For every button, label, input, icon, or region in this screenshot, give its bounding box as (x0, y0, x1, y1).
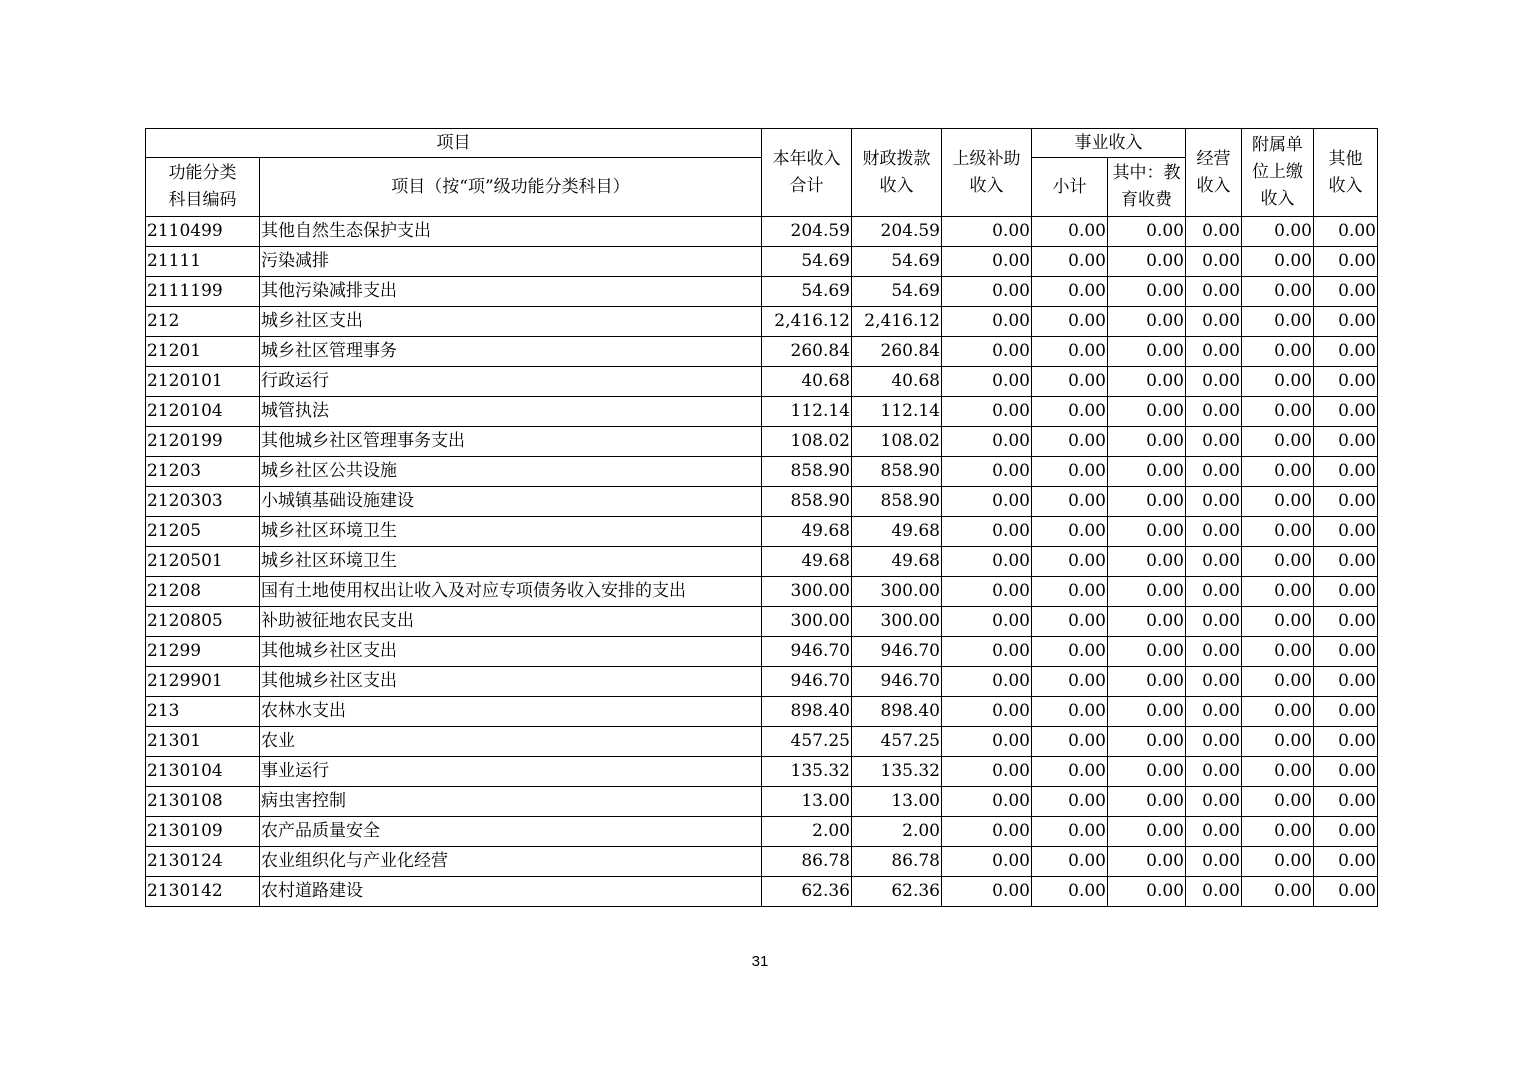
header-fiscal: 财政拨款 收入 (852, 129, 942, 217)
row-total: 300.00 (762, 607, 852, 637)
row-fiscal: 457.25 (852, 727, 942, 757)
row-edu: 0.00 (1108, 487, 1186, 517)
row-code: 2130108 (146, 787, 260, 817)
row-name: 城管执法 (260, 397, 762, 427)
row-subtotal: 0.00 (1032, 457, 1108, 487)
row-name: 农产品质量安全 (260, 817, 762, 847)
row-other: 0.00 (1314, 547, 1378, 577)
row-superior: 0.00 (942, 637, 1032, 667)
row-total: 135.32 (762, 757, 852, 787)
row-total: 457.25 (762, 727, 852, 757)
row-code: 21208 (146, 577, 260, 607)
row-name: 农业组织化与产业化经营 (260, 847, 762, 877)
page-number: 31 (751, 953, 769, 970)
row-total: 54.69 (762, 247, 852, 277)
row-other: 0.00 (1314, 457, 1378, 487)
row-name: 其他污染减排支出 (260, 277, 762, 307)
row-operating: 0.00 (1186, 847, 1242, 877)
row-affiliate: 0.00 (1242, 307, 1314, 337)
table-row (146, 577, 1378, 607)
row-code: 2120501 (146, 547, 260, 577)
row-affiliate: 0.00 (1242, 517, 1314, 547)
row-operating: 0.00 (1186, 607, 1242, 637)
table-row (146, 787, 1378, 817)
row-edu: 0.00 (1108, 787, 1186, 817)
row-edu: 0.00 (1108, 727, 1186, 757)
row-subtotal: 0.00 (1032, 217, 1108, 247)
row-affiliate: 0.00 (1242, 427, 1314, 457)
row-fiscal: 260.84 (852, 337, 942, 367)
row-operating: 0.00 (1186, 427, 1242, 457)
row-affiliate: 0.00 (1242, 457, 1314, 487)
row-other: 0.00 (1314, 577, 1378, 607)
table-row (146, 247, 1378, 277)
row-fiscal: 62.36 (852, 877, 942, 907)
row-other: 0.00 (1314, 217, 1378, 247)
row-fiscal: 54.69 (852, 277, 942, 307)
row-fiscal: 946.70 (852, 667, 942, 697)
row-fiscal: 13.00 (852, 787, 942, 817)
table-row (146, 877, 1378, 907)
row-superior: 0.00 (942, 847, 1032, 877)
row-code: 21205 (146, 517, 260, 547)
row-operating: 0.00 (1186, 547, 1242, 577)
row-code: 212 (146, 307, 260, 337)
table-row (146, 397, 1378, 427)
row-other: 0.00 (1314, 667, 1378, 697)
row-operating: 0.00 (1186, 727, 1242, 757)
row-operating: 0.00 (1186, 667, 1242, 697)
row-total: 112.14 (762, 397, 852, 427)
row-operating: 0.00 (1186, 637, 1242, 667)
row-superior: 0.00 (942, 757, 1032, 787)
income-budget-table (145, 128, 1378, 907)
row-other: 0.00 (1314, 637, 1378, 667)
row-subtotal: 0.00 (1032, 397, 1108, 427)
row-total: 946.70 (762, 637, 852, 667)
row-other: 0.00 (1314, 307, 1378, 337)
row-superior: 0.00 (942, 517, 1032, 547)
row-code: 2120101 (146, 367, 260, 397)
row-fiscal: 946.70 (852, 637, 942, 667)
row-total: 49.68 (762, 547, 852, 577)
row-other: 0.00 (1314, 337, 1378, 367)
row-subtotal: 0.00 (1032, 757, 1108, 787)
row-affiliate: 0.00 (1242, 397, 1314, 427)
table-row (146, 817, 1378, 847)
row-subtotal: 0.00 (1032, 337, 1108, 367)
row-subtotal: 0.00 (1032, 667, 1108, 697)
row-other: 0.00 (1314, 397, 1378, 427)
header-operating: 经营 收入 (1186, 129, 1242, 217)
table-row (146, 607, 1378, 637)
row-fiscal: 86.78 (852, 847, 942, 877)
row-edu: 0.00 (1108, 307, 1186, 337)
table-row (146, 667, 1378, 697)
row-affiliate: 0.00 (1242, 847, 1314, 877)
row-operating: 0.00 (1186, 757, 1242, 787)
row-code: 2130124 (146, 847, 260, 877)
row-fiscal: 112.14 (852, 397, 942, 427)
row-total: 898.40 (762, 697, 852, 727)
table-row (146, 337, 1378, 367)
row-fiscal: 300.00 (852, 607, 942, 637)
row-fiscal: 858.90 (852, 457, 942, 487)
row-subtotal: 0.00 (1032, 277, 1108, 307)
row-edu: 0.00 (1108, 577, 1186, 607)
row-subtotal: 0.00 (1032, 877, 1108, 907)
row-subtotal: 0.00 (1032, 367, 1108, 397)
row-superior: 0.00 (942, 367, 1032, 397)
row-total: 49.68 (762, 517, 852, 547)
row-code: 2130142 (146, 877, 260, 907)
row-total: 13.00 (762, 787, 852, 817)
row-total: 300.00 (762, 577, 852, 607)
row-code: 2120303 (146, 487, 260, 517)
header-name: 项目（按“项”级功能分类科目） (260, 158, 762, 217)
row-other: 0.00 (1314, 877, 1378, 907)
row-total: 86.78 (762, 847, 852, 877)
table-row (146, 847, 1378, 877)
row-operating: 0.00 (1186, 877, 1242, 907)
row-total: 2.00 (762, 817, 852, 847)
row-edu: 0.00 (1108, 217, 1186, 247)
table-row (146, 217, 1378, 247)
row-name: 城乡社区支出 (260, 307, 762, 337)
row-name: 其他城乡社区支出 (260, 667, 762, 697)
row-code: 2130104 (146, 757, 260, 787)
table-row (146, 457, 1378, 487)
row-superior: 0.00 (942, 307, 1032, 337)
row-fiscal: 49.68 (852, 517, 942, 547)
row-name: 农村道路建设 (260, 877, 762, 907)
row-edu: 0.00 (1108, 277, 1186, 307)
row-subtotal: 0.00 (1032, 847, 1108, 877)
table-row (146, 697, 1378, 727)
row-superior: 0.00 (942, 817, 1032, 847)
row-superior: 0.00 (942, 397, 1032, 427)
row-affiliate: 0.00 (1242, 787, 1314, 817)
table-row (146, 277, 1378, 307)
row-superior: 0.00 (942, 217, 1032, 247)
row-superior: 0.00 (942, 667, 1032, 697)
row-fiscal: 204.59 (852, 217, 942, 247)
row-superior: 0.00 (942, 337, 1032, 367)
row-name: 病虫害控制 (260, 787, 762, 817)
row-subtotal: 0.00 (1032, 727, 1108, 757)
row-edu: 0.00 (1108, 367, 1186, 397)
row-fiscal: 2.00 (852, 817, 942, 847)
row-code: 2129901 (146, 667, 260, 697)
row-code: 2120199 (146, 427, 260, 457)
row-name: 行政运行 (260, 367, 762, 397)
row-superior: 0.00 (942, 727, 1032, 757)
row-code: 2130109 (146, 817, 260, 847)
row-total: 858.90 (762, 457, 852, 487)
row-total: 946.70 (762, 667, 852, 697)
row-other: 0.00 (1314, 277, 1378, 307)
row-other: 0.00 (1314, 427, 1378, 457)
row-fiscal: 40.68 (852, 367, 942, 397)
row-affiliate: 0.00 (1242, 247, 1314, 277)
table-body (146, 217, 1378, 907)
row-subtotal: 0.00 (1032, 487, 1108, 517)
row-affiliate: 0.00 (1242, 337, 1314, 367)
row-operating: 0.00 (1186, 247, 1242, 277)
row-code: 21299 (146, 637, 260, 667)
row-subtotal: 0.00 (1032, 577, 1108, 607)
row-edu: 0.00 (1108, 247, 1186, 277)
row-name: 补助被征地农民支出 (260, 607, 762, 637)
row-operating: 0.00 (1186, 487, 1242, 517)
row-affiliate: 0.00 (1242, 757, 1314, 787)
header-project: 项目 (146, 129, 762, 158)
row-total: 40.68 (762, 367, 852, 397)
row-superior: 0.00 (942, 277, 1032, 307)
row-name: 城乡社区管理事务 (260, 337, 762, 367)
table-row (146, 367, 1378, 397)
header-career: 事业收入 (1032, 129, 1186, 158)
row-edu: 0.00 (1108, 637, 1186, 667)
row-operating: 0.00 (1186, 397, 1242, 427)
row-operating: 0.00 (1186, 217, 1242, 247)
row-fiscal: 49.68 (852, 547, 942, 577)
row-name: 农林水支出 (260, 697, 762, 727)
header-affiliate: 附属单 位上缴 收入 (1242, 129, 1314, 217)
row-name: 城乡社区环境卫生 (260, 517, 762, 547)
row-fiscal: 54.69 (852, 247, 942, 277)
row-name: 事业运行 (260, 757, 762, 787)
row-subtotal: 0.00 (1032, 637, 1108, 667)
row-subtotal: 0.00 (1032, 307, 1108, 337)
row-subtotal: 0.00 (1032, 547, 1108, 577)
row-affiliate: 0.00 (1242, 577, 1314, 607)
row-affiliate: 0.00 (1242, 217, 1314, 247)
row-fiscal: 858.90 (852, 487, 942, 517)
row-operating: 0.00 (1186, 817, 1242, 847)
row-affiliate: 0.00 (1242, 637, 1314, 667)
row-affiliate: 0.00 (1242, 277, 1314, 307)
table-row (146, 487, 1378, 517)
row-name: 国有土地使用权出让收入及对应专项债务收入安排的支出 (260, 577, 762, 607)
row-total: 54.69 (762, 277, 852, 307)
row-affiliate: 0.00 (1242, 727, 1314, 757)
row-other: 0.00 (1314, 487, 1378, 517)
row-name: 污染减排 (260, 247, 762, 277)
row-operating: 0.00 (1186, 697, 1242, 727)
row-other: 0.00 (1314, 607, 1378, 637)
row-superior: 0.00 (942, 607, 1032, 637)
row-total: 858.90 (762, 487, 852, 517)
row-operating: 0.00 (1186, 367, 1242, 397)
row-other: 0.00 (1314, 517, 1378, 547)
row-total: 260.84 (762, 337, 852, 367)
row-superior: 0.00 (942, 247, 1032, 277)
row-affiliate: 0.00 (1242, 487, 1314, 517)
header-subtotal: 小计 (1032, 158, 1108, 217)
table-row (146, 307, 1378, 337)
row-name: 其他城乡社区支出 (260, 637, 762, 667)
row-superior: 0.00 (942, 577, 1032, 607)
row-edu: 0.00 (1108, 547, 1186, 577)
row-name: 其他自然生态保护支出 (260, 217, 762, 247)
table-row (146, 637, 1378, 667)
row-subtotal: 0.00 (1032, 517, 1108, 547)
row-other: 0.00 (1314, 787, 1378, 817)
row-fiscal: 300.00 (852, 577, 942, 607)
row-affiliate: 0.00 (1242, 697, 1314, 727)
row-other: 0.00 (1314, 247, 1378, 277)
row-affiliate: 0.00 (1242, 817, 1314, 847)
row-superior: 0.00 (942, 547, 1032, 577)
row-total: 204.59 (762, 217, 852, 247)
row-operating: 0.00 (1186, 517, 1242, 547)
row-code: 21301 (146, 727, 260, 757)
row-total: 2,416.12 (762, 307, 852, 337)
row-fiscal: 108.02 (852, 427, 942, 457)
row-edu: 0.00 (1108, 817, 1186, 847)
row-name: 城乡社区环境卫生 (260, 547, 762, 577)
row-total: 108.02 (762, 427, 852, 457)
row-subtotal: 0.00 (1032, 787, 1108, 817)
row-superior: 0.00 (942, 697, 1032, 727)
row-edu: 0.00 (1108, 337, 1186, 367)
table-row (146, 547, 1378, 577)
row-other: 0.00 (1314, 817, 1378, 847)
row-edu: 0.00 (1108, 877, 1186, 907)
row-fiscal: 2,416.12 (852, 307, 942, 337)
row-subtotal: 0.00 (1032, 817, 1108, 847)
row-other: 0.00 (1314, 727, 1378, 757)
row-superior: 0.00 (942, 877, 1032, 907)
row-edu: 0.00 (1108, 607, 1186, 637)
table-row (146, 727, 1378, 757)
row-other: 0.00 (1314, 697, 1378, 727)
row-code: 2120805 (146, 607, 260, 637)
row-affiliate: 0.00 (1242, 367, 1314, 397)
row-fiscal: 898.40 (852, 697, 942, 727)
row-subtotal: 0.00 (1032, 427, 1108, 457)
row-superior: 0.00 (942, 787, 1032, 817)
row-operating: 0.00 (1186, 337, 1242, 367)
row-superior: 0.00 (942, 487, 1032, 517)
row-name: 城乡社区公共设施 (260, 457, 762, 487)
table-row (146, 427, 1378, 457)
header-code: 功能分类 科目编码 (146, 158, 260, 217)
row-edu: 0.00 (1108, 667, 1186, 697)
row-name: 小城镇基础设施建设 (260, 487, 762, 517)
row-superior: 0.00 (942, 427, 1032, 457)
row-affiliate: 0.00 (1242, 877, 1314, 907)
row-name: 其他城乡社区管理事务支出 (260, 427, 762, 457)
row-total: 62.36 (762, 877, 852, 907)
row-operating: 0.00 (1186, 787, 1242, 817)
row-operating: 0.00 (1186, 577, 1242, 607)
row-edu: 0.00 (1108, 397, 1186, 427)
row-code: 21203 (146, 457, 260, 487)
row-other: 0.00 (1314, 367, 1378, 397)
row-code: 213 (146, 697, 260, 727)
row-other: 0.00 (1314, 757, 1378, 787)
row-code: 2120104 (146, 397, 260, 427)
row-name: 农业 (260, 727, 762, 757)
header-total: 本年收入 合计 (762, 129, 852, 217)
table-row (146, 517, 1378, 547)
row-operating: 0.00 (1186, 457, 1242, 487)
row-other: 0.00 (1314, 847, 1378, 877)
row-fiscal: 135.32 (852, 757, 942, 787)
row-superior: 0.00 (942, 457, 1032, 487)
row-affiliate: 0.00 (1242, 667, 1314, 697)
row-code: 2110499 (146, 217, 260, 247)
row-edu: 0.00 (1108, 457, 1186, 487)
row-subtotal: 0.00 (1032, 607, 1108, 637)
header-other: 其他 收入 (1314, 129, 1378, 217)
header-superior: 上级补助 收入 (942, 129, 1032, 217)
table-header (146, 129, 1378, 217)
row-operating: 0.00 (1186, 307, 1242, 337)
row-edu: 0.00 (1108, 697, 1186, 727)
row-operating: 0.00 (1186, 277, 1242, 307)
row-edu: 0.00 (1108, 517, 1186, 547)
row-edu: 0.00 (1108, 847, 1186, 877)
row-edu: 0.00 (1108, 757, 1186, 787)
row-affiliate: 0.00 (1242, 607, 1314, 637)
row-code: 2111199 (146, 277, 260, 307)
row-affiliate: 0.00 (1242, 547, 1314, 577)
row-code: 21111 (146, 247, 260, 277)
row-edu: 0.00 (1108, 427, 1186, 457)
row-code: 21201 (146, 337, 260, 367)
row-subtotal: 0.00 (1032, 697, 1108, 727)
row-subtotal: 0.00 (1032, 247, 1108, 277)
header-edu: 其中：教 育收费 (1108, 158, 1186, 217)
table-row (146, 757, 1378, 787)
